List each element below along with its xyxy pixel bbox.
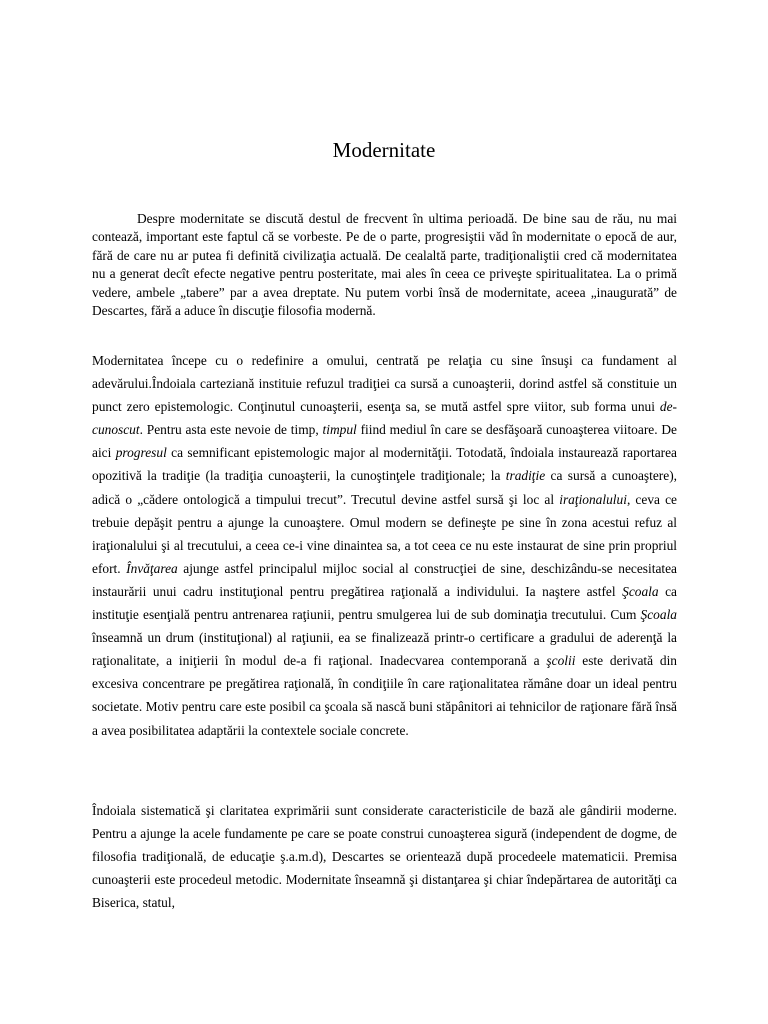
page-title: Modernitate <box>332 138 436 162</box>
text-run: . Pentru asta este nevoie de timp, <box>139 422 323 438</box>
paragraph-modernity-definition <box>92 349 677 742</box>
italic-term: de-cunoscut <box>92 399 677 438</box>
italic-term: şcolii <box>546 653 576 669</box>
italic-term: tradiţie <box>505 468 546 484</box>
italic-term: Învăţarea <box>126 560 178 576</box>
paragraph-intro-text: Despre modernitate se discută destul de frecvent în ultima perioadă. De bine sau de rău, nu mai contează, important este faptul că se vorbeste. Pe de o parte, progresiştii văd în modernitate o epocă de aur, fără de care nu ar putea fi definită civilizaţia actuală. De cealaltă parte, tradiţionaliştii cred că modernitatea nu a generat decît efecte negative pentru posteritate, mai ales în ceea ce priveşte spiritualitatea. La o primă vedere, ambele „tabere” par a avea dreptate. Nu putem vorbi însă de modernitate, aceea „inaugurată” de Descartes, fără a aduce în discuţie filosofia modernă. <box>92 211 677 319</box>
paragraph-cartesian-doubt <box>92 799 677 914</box>
text-run: ca semnificant epistemologic major al modernităţii. Totodată, îndoiala instaurează raportarea opozitivă la tradiţie (la tradiţia cunoaşterii, la cunoştinţele tradiţionale; la <box>92 445 677 484</box>
text-run: , ceva ce trebuie depăşit pentru a ajunge la cunoaştere. Omul modern se defineşte pe sine în zona acestui refuz al iraţionalului şi al trecutului, a ceea ce-i vine dinaintea sa, a tot ceea ce nu este instaurat de sine prin propriul efort. <box>92 491 677 576</box>
italic-term: iraţionalului <box>559 491 627 507</box>
paragraph-cartesian-doubt-text: Îndoiala sistematică şi claritatea exprimării sunt considerate caracteristicile de bază ale gândirii moderne. Pentru a ajunge la acele fundamente pe care se poate construi cunoaşterea sigură (independent de dogme, de filosofia tradiţională, de educaţie ş.a.m.d), Descartes se orientează după procedeele matematicii. Premisa cunoaşterii este procedeul metodic. Modernitate înseamnă şi distanţarea şi chiar îndepărtarea de autorităţi ca Biserica, statul, <box>92 803 677 911</box>
text-run: Modernitatea începe cu o redefinire a omului, centrată pe relaţia cu sine însuşi ca fundament al adevărului.Îndoiala carteziană instituie refuzul tradiţiei ca sursă a cunoaşterii, dorind astfel să constituie un punct zero epistemologic. Conţinutul cunoaşterii, esenţa sa, se mută astfel spre viitor, sub forma unui <box>92 353 677 415</box>
text-run: fiind mediul în care se desfăşoară cunoaşterea viitoare. De aici <box>92 422 677 461</box>
text-run: înseamnă un drum (instituţional) al raţiunii, ea se finalizează printr-o certificare a gradului de aderenţă la raţionalitate, a iniţierii în modul de-a fi raţional. Inadecvarea contemporană a <box>92 630 677 669</box>
text-run: ca sursă a cunoaştere), adică o „cădere ontologică a timpului trecut”. Trecutul devine astfel sursă şi loc al <box>92 468 677 507</box>
italic-term: Şcoala <box>622 583 659 599</box>
text-run: ajunge astfel principalul mijloc social al construcţiei de sine, deschizându-se necesitatea instaurării unui cadru instituţional pentru pregătirea raţională a individului. Ia naştere astfel <box>92 560 677 599</box>
text-run: ca instituţie esenţială pentru antrenarea raţiunii, pentru smulgerea lui de sub dominaţia trecutului. Cum <box>92 583 677 623</box>
italic-term: Şcoala <box>640 607 677 623</box>
paragraph-intro <box>92 210 677 320</box>
text-run: este derivată din excesiva concentrare pe pregătirea raţională, în condiţiile în care raţionalitatea rămâne doar un ideal pentru societate. Motiv pentru care este posibil ca şcoala să nască buni stăpânitori ai tehnicilor de raţionare fără însă a avea posibilitatea adaptării la contextele sociale concrete. <box>92 653 677 738</box>
italic-term: timpul <box>322 422 357 438</box>
italic-term: progresul <box>115 445 167 461</box>
